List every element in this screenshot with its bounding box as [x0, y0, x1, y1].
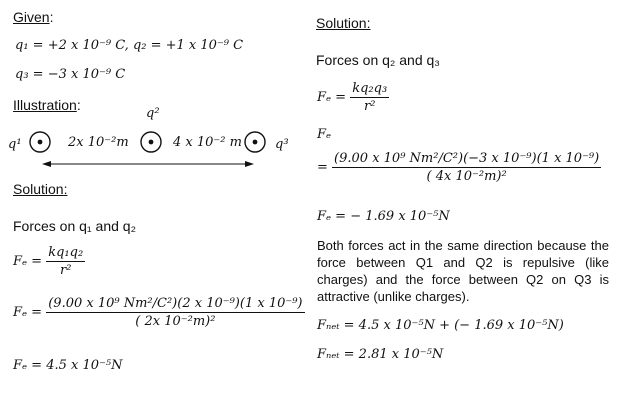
- right-solution-heading: Solution:: [316, 15, 371, 31]
- charge-diagram: [0, 100, 310, 175]
- given-heading: Given:: [13, 9, 54, 25]
- net-force-result: Fₙₑₜ = 2.81 x 10⁻⁵N: [317, 347, 444, 362]
- right-fe-symbol: Fₑ: [317, 127, 332, 142]
- left-calculation: Fₑ = $\frac{\text{(9.00 x 10⁹ Nm²/C²)(2 x 10⁻⁹)(1 x 10⁻⁹)}}{\text{( 2x 10⁻²m)²}}$: [13, 296, 303, 329]
- right-coulomb-formula: Fₑ = $\frac{\text{kq₂q₃}}{\text{r²}}$: [317, 81, 388, 114]
- arrow-right-icon: [245, 161, 254, 167]
- q3-dot: [253, 140, 258, 145]
- right-result: Fₑ = − 1.69 x 10⁻⁵N: [317, 209, 450, 224]
- q1-dot: [38, 140, 43, 145]
- q1-label: q¹: [8, 137, 22, 152]
- q2-label: q²: [146, 106, 160, 121]
- arrow-left-icon: [42, 161, 51, 167]
- left-result: Fₑ = 4.5 x 10⁻⁵N: [13, 358, 123, 373]
- left-solution-heading: Solution:: [13, 181, 68, 197]
- distance-q1-q2: 2x 10⁻²m: [68, 135, 129, 150]
- left-forces-label: Forces on q₁ and q₂: [13, 218, 137, 234]
- distance-q2-q3: 4 x 10⁻² m: [173, 135, 242, 150]
- direction-explanation: Both forces act in the same direction because the force between Q1 and Q2 is repulsive (like charges) and the force between Q2 on Q3 is attractive (unlike charges).: [317, 238, 609, 304]
- net-force-expression: Fₙₑₜ = 4.5 x 10⁻⁵N + (− 1.69 x 10⁻⁵N): [317, 318, 564, 333]
- right-forces-label: Forces on q₂ and q₃: [316, 52, 440, 68]
- illustration-heading: Illustration:: [13, 97, 81, 113]
- right-calculation: = $\frac{\text{(9.00 x 10⁹ Nm²/C²)(−3 x 10⁻⁹)(1 x 10⁻⁹)}}{\text{( 4x 10⁻²m)²}}$: [317, 151, 600, 184]
- q3-label: q³: [275, 137, 289, 152]
- left-coulomb-formula: Fₑ = $\frac{\text{kq₁q₂}}{\text{r²}}$: [13, 245, 84, 278]
- given-q1-q2: q₁ = +2 x 10⁻⁹ C, q₂ = +1 x 10⁻⁹ C: [15, 38, 244, 53]
- q2-dot: [149, 140, 154, 145]
- given-q3: q₃ = −3 x 10⁻⁹ C: [15, 67, 126, 82]
